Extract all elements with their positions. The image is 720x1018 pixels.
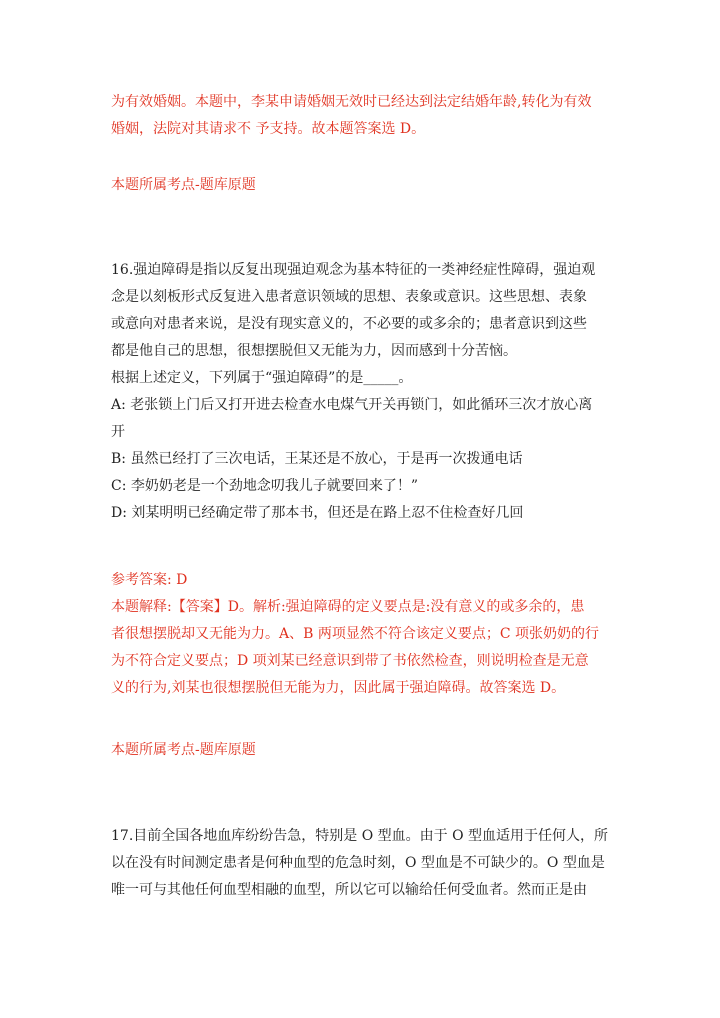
question-stem-line: 都是他自己的思想，很想摆脱但又无能为力，因而感到十分苦恼。 (111, 343, 517, 359)
topic-tag: 本题所属考点-题库原题 (111, 742, 256, 758)
option-c: C: 李奶奶老是一个劲地念叨我儿子就要回来了！” (111, 478, 419, 494)
prev-explanation-line: 婚姻，法院对其请求不 予支持。故本题答案选 D。 (111, 121, 426, 137)
prev-explanation (111, 89, 611, 143)
question-16 (111, 257, 611, 527)
question-stem-line: 念是以刻板形式反复进入患者意识领域的思想、表象或意识。这些思想、表象 (111, 289, 587, 305)
option-d: D: 刘某明明已经确定带了那本书，但还是在路上忍不住检查好几回 (111, 505, 524, 521)
question-stem-line: 以在没有时间测定患者是何种血型的危急时刻，O 型血是不可缺少的。O 型血是 (111, 855, 605, 871)
option-a-continued: 开 (111, 424, 125, 440)
question-prompt: 根据上述定义，下列属于“强迫障碍”的是_____。 (111, 370, 413, 386)
option-a: A: 老张锁上门后又打开进去检查水电煤气开关再锁门，如此循环三次才放心离 (111, 397, 593, 413)
prev-topic-tag (111, 172, 611, 199)
question-stem-line: 16.强迫障碍是指以反复出现强迫观念为基本特征的一类神经症性障碍，强迫观 (111, 262, 596, 278)
question-stem-line: 唯一可与其他任何血型相融的血型，所以它可以输给任何受血者。然而正是由 (111, 882, 587, 898)
option-b: B: 虽然已经打了三次电话，王某还是不放心，于是再一次拨通电话 (111, 451, 523, 467)
question-stem-line: 或意向对患者来说，是没有现实意义的，不必要的或多余的；患者意识到这些 (111, 316, 587, 332)
reference-answer: 参考答案: D (111, 572, 188, 588)
question-16-topic-tag (111, 737, 611, 764)
explanation-line: 本题解释:【答案】D。解析:强迫障碍的定义要点是:没有意义的或多余的，患 (111, 599, 585, 615)
question-16-answer-block (111, 567, 611, 702)
question-stem-line: 17.目前全国各地血库纷纷告急，特别是 O 型血。由于 O 型血适用于任何人，所 (111, 828, 609, 844)
explanation-line: 为不符合定义要点；D 项刘某已经意识到带了书依然检查，则说明检查是无意 (111, 653, 589, 669)
question-17 (111, 823, 611, 904)
prev-explanation-line: 为有效婚姻。本题中，李某申请婚姻无效时已经达到法定结婚年龄,转化为有效 (111, 94, 592, 110)
explanation-line: 义的行为,刘某也很想摆脱但无能为力，因此属于强迫障碍。故答案选 D。 (111, 680, 566, 696)
explanation-line: 者很想摆脱却又无能为力。A、B 两项显然不符合该定义要点；C 项张奶奶的行 (111, 626, 600, 642)
topic-tag: 本题所属考点-题库原题 (111, 177, 256, 193)
